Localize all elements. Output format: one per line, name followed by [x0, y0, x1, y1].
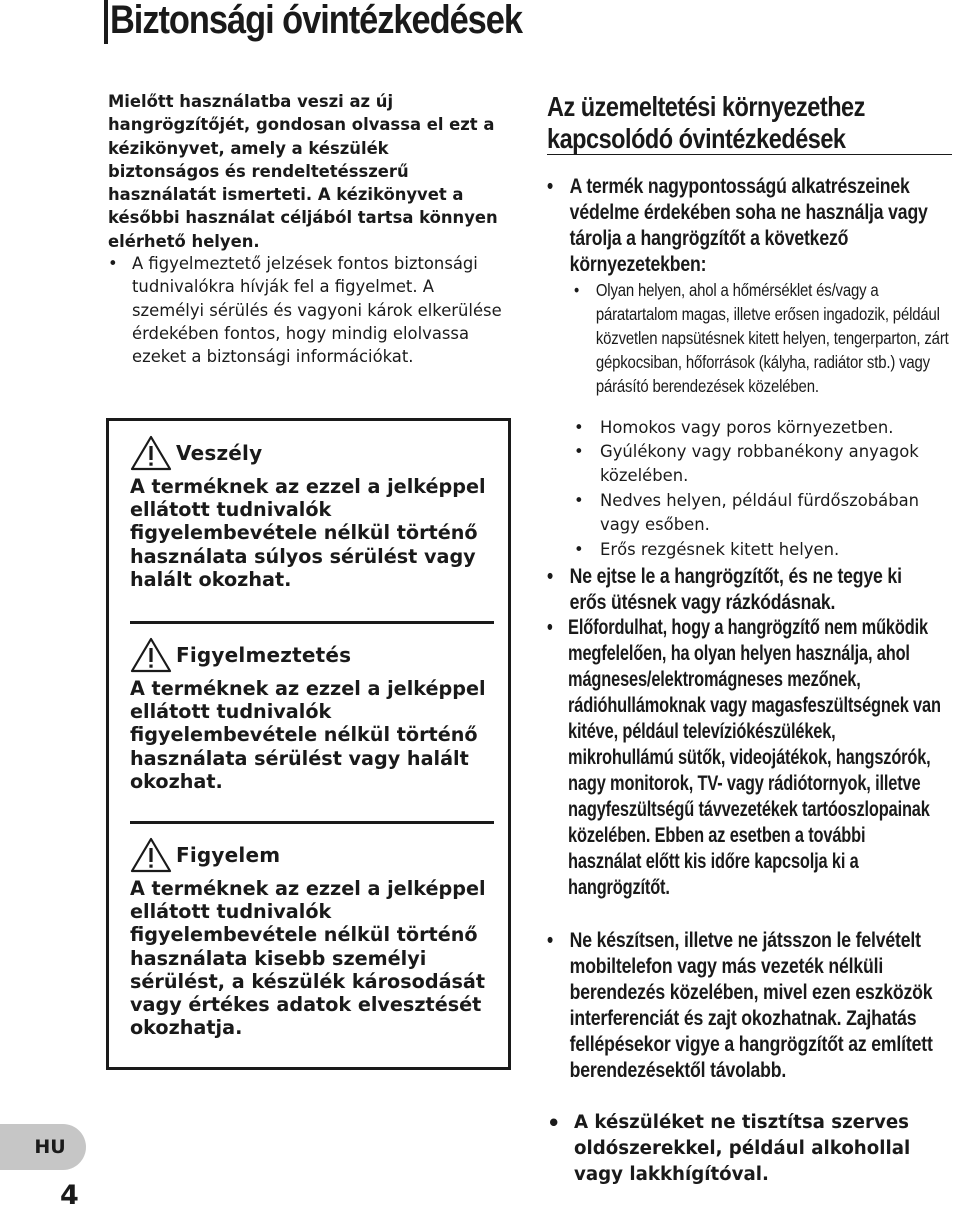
sub-item-text: Homokos vagy poros környezetben. — [600, 418, 894, 437]
intro-bullet — [108, 252, 503, 368]
bullet-interference-text: Előfordulhat, hogy a hangrögzítő nem működik megfelelően, ha olyan helyen használja, ahol mágneses/elektromágneses mezőnek, rádióhullámoknak vagy magasfeszültségnek van kitéve, például televíziókészülékek, mikrohullámú sütők, videojátékok, hangszórók, nagy monitorok, TV- vagy rádiótornyok, illetve nagyfeszültségű távvezetékek tartóoszlopainak közelében. Ebben az esetben a további használat előtt kis időre kapcsolja ki a hangrögzítőt. — [568, 616, 941, 899]
warning-box — [106, 418, 511, 1070]
language-tab: HU — [0, 1124, 86, 1170]
title-underline — [547, 154, 952, 155]
bullet-dot: • — [547, 565, 554, 588]
sub-item — [574, 440, 960, 488]
danger-heading — [130, 435, 498, 471]
bullet-drop — [547, 564, 942, 616]
sub-item — [574, 489, 960, 537]
sub-item-text: Gyúlékony vagy robbanékony anyagok közelében. — [600, 442, 919, 485]
page-number: 4 — [60, 1180, 79, 1211]
caution-body: A terméknek az ezzel a jelképpel ellátott tudnivalók figyelembevétele nélkül történő használata kisebb személyi sérülést, a készülék károsodását vagy értékes adatok elvesztését okozhatja. — [130, 877, 486, 1040]
caution-heading — [130, 837, 498, 873]
bullet-cleaning-text: A készüléket ne tisztítsa szerves oldószerekkel, például alkohollal vagy lakkhígítóval. — [574, 1112, 911, 1185]
bullet-dot: • — [547, 175, 554, 198]
sub-item — [574, 538, 960, 562]
section-divider — [130, 821, 494, 824]
danger-body: A terméknek az ezzel a jelképpel ellátott tudnivalók figyelembevétele nélkül történő használata súlyos sérülést vagy halált okozhat. — [130, 475, 486, 591]
bullet-dot: • — [574, 280, 580, 300]
section-title-line-2: kapcsolódó óvintézkedések — [547, 123, 846, 154]
bullet-dot: • — [574, 418, 584, 437]
sub-item — [574, 416, 960, 440]
sub-item-text: Olyan helyen, ahol a hőmérséklet és/vagy a páratartalom magas, illetve erősen ingadozik, például közvetlen napsütésnek kitett helyen, tengerparton, zárt gépkocsiban, hőforrások (kályha, radiátor stb.) vagy párásító berendezések közelében. — [595, 280, 949, 396]
warning-triangle-icon — [130, 837, 172, 873]
section-title-line-1: Az üzemeltetési környezethez — [547, 91, 865, 122]
section-title — [547, 91, 900, 155]
sub-item-text: Nedves helyen, például fürdőszobában vagy esőben. — [600, 491, 920, 534]
warning-section — [130, 637, 498, 793]
warning-body: A terméknek az ezzel a jelképpel ellátott tudnivalók figyelembevétele nélkül történő használata sérülést vagy halált okozhat. — [130, 677, 486, 793]
bullet-dot: • — [574, 540, 584, 559]
bullet-interference — [547, 615, 941, 901]
warning-title: Figyelmeztetés — [176, 643, 352, 667]
sub-item — [574, 278, 960, 398]
warning-triangle-icon — [130, 435, 172, 471]
bullet-dot: • — [547, 1111, 561, 1135]
bullet-mobile — [547, 928, 942, 1084]
page-title: Biztonsági óvintézkedések — [110, 0, 522, 42]
caution-title: Figyelem — [176, 843, 281, 867]
title-rule — [104, 0, 108, 44]
section-divider — [130, 621, 494, 624]
intro-paragraph: Mielőtt használatba veszi az új hangrögzítőjét, gondosan olvassa el ezt a kézikönyvet, amely a készülék biztonságos és rendeltetésszerű használatát ismerteti. A kézikönyvet a későbbi használat céljából tartsa könnyen elérhető helyen. — [108, 92, 498, 251]
bullet-dot: • — [574, 491, 584, 510]
warning-heading — [130, 637, 498, 673]
bullet-dot: • — [574, 442, 584, 461]
bullet-environment — [547, 174, 942, 278]
bullet-mobile-text: Ne készítsen, illetve ne játsszon le felvételt mobiltelefon vagy más vezeték nélküli berendezés közelében, mivel ezen eszközök interferenciát és zajt okozhatnak. Zajhatás fellépésekor vigye a hangrögzítőt az említett berendezésektől távolabb. — [569, 929, 933, 1082]
bullet-dot: • — [108, 254, 118, 273]
bullet-cleaning — [547, 1110, 952, 1188]
intro-bullet-text: A figyelmeztető jelzések fontos biztonsági tudnivalókra hívják fel a figyelmet. A személyi sérülés és vagyoni károk elkerülése érdekében fontos, hogy mindig elolvassa ezeket a biztonsági információkat. — [132, 254, 502, 367]
danger-title: Veszély — [176, 441, 263, 465]
bullet-dot: • — [547, 616, 553, 639]
danger-section — [130, 435, 498, 591]
bullet-drop-text: Ne ejtse le a hangrögzítőt, és ne tegye ki erős ütésnek vagy rázkódásnak. — [569, 565, 902, 614]
warning-triangle-icon — [130, 637, 172, 673]
caution-section — [130, 837, 498, 1039]
bullet-dot: • — [547, 929, 554, 952]
bullet-environment-text: A termék nagypontosságú alkatrészeinek védelme érdekében soha ne használja vagy tárolja a hangrögzítőt a következő környezetekben: — [569, 175, 928, 276]
sub-item-text: Erős rezgésnek kitett helyen. — [600, 540, 840, 559]
